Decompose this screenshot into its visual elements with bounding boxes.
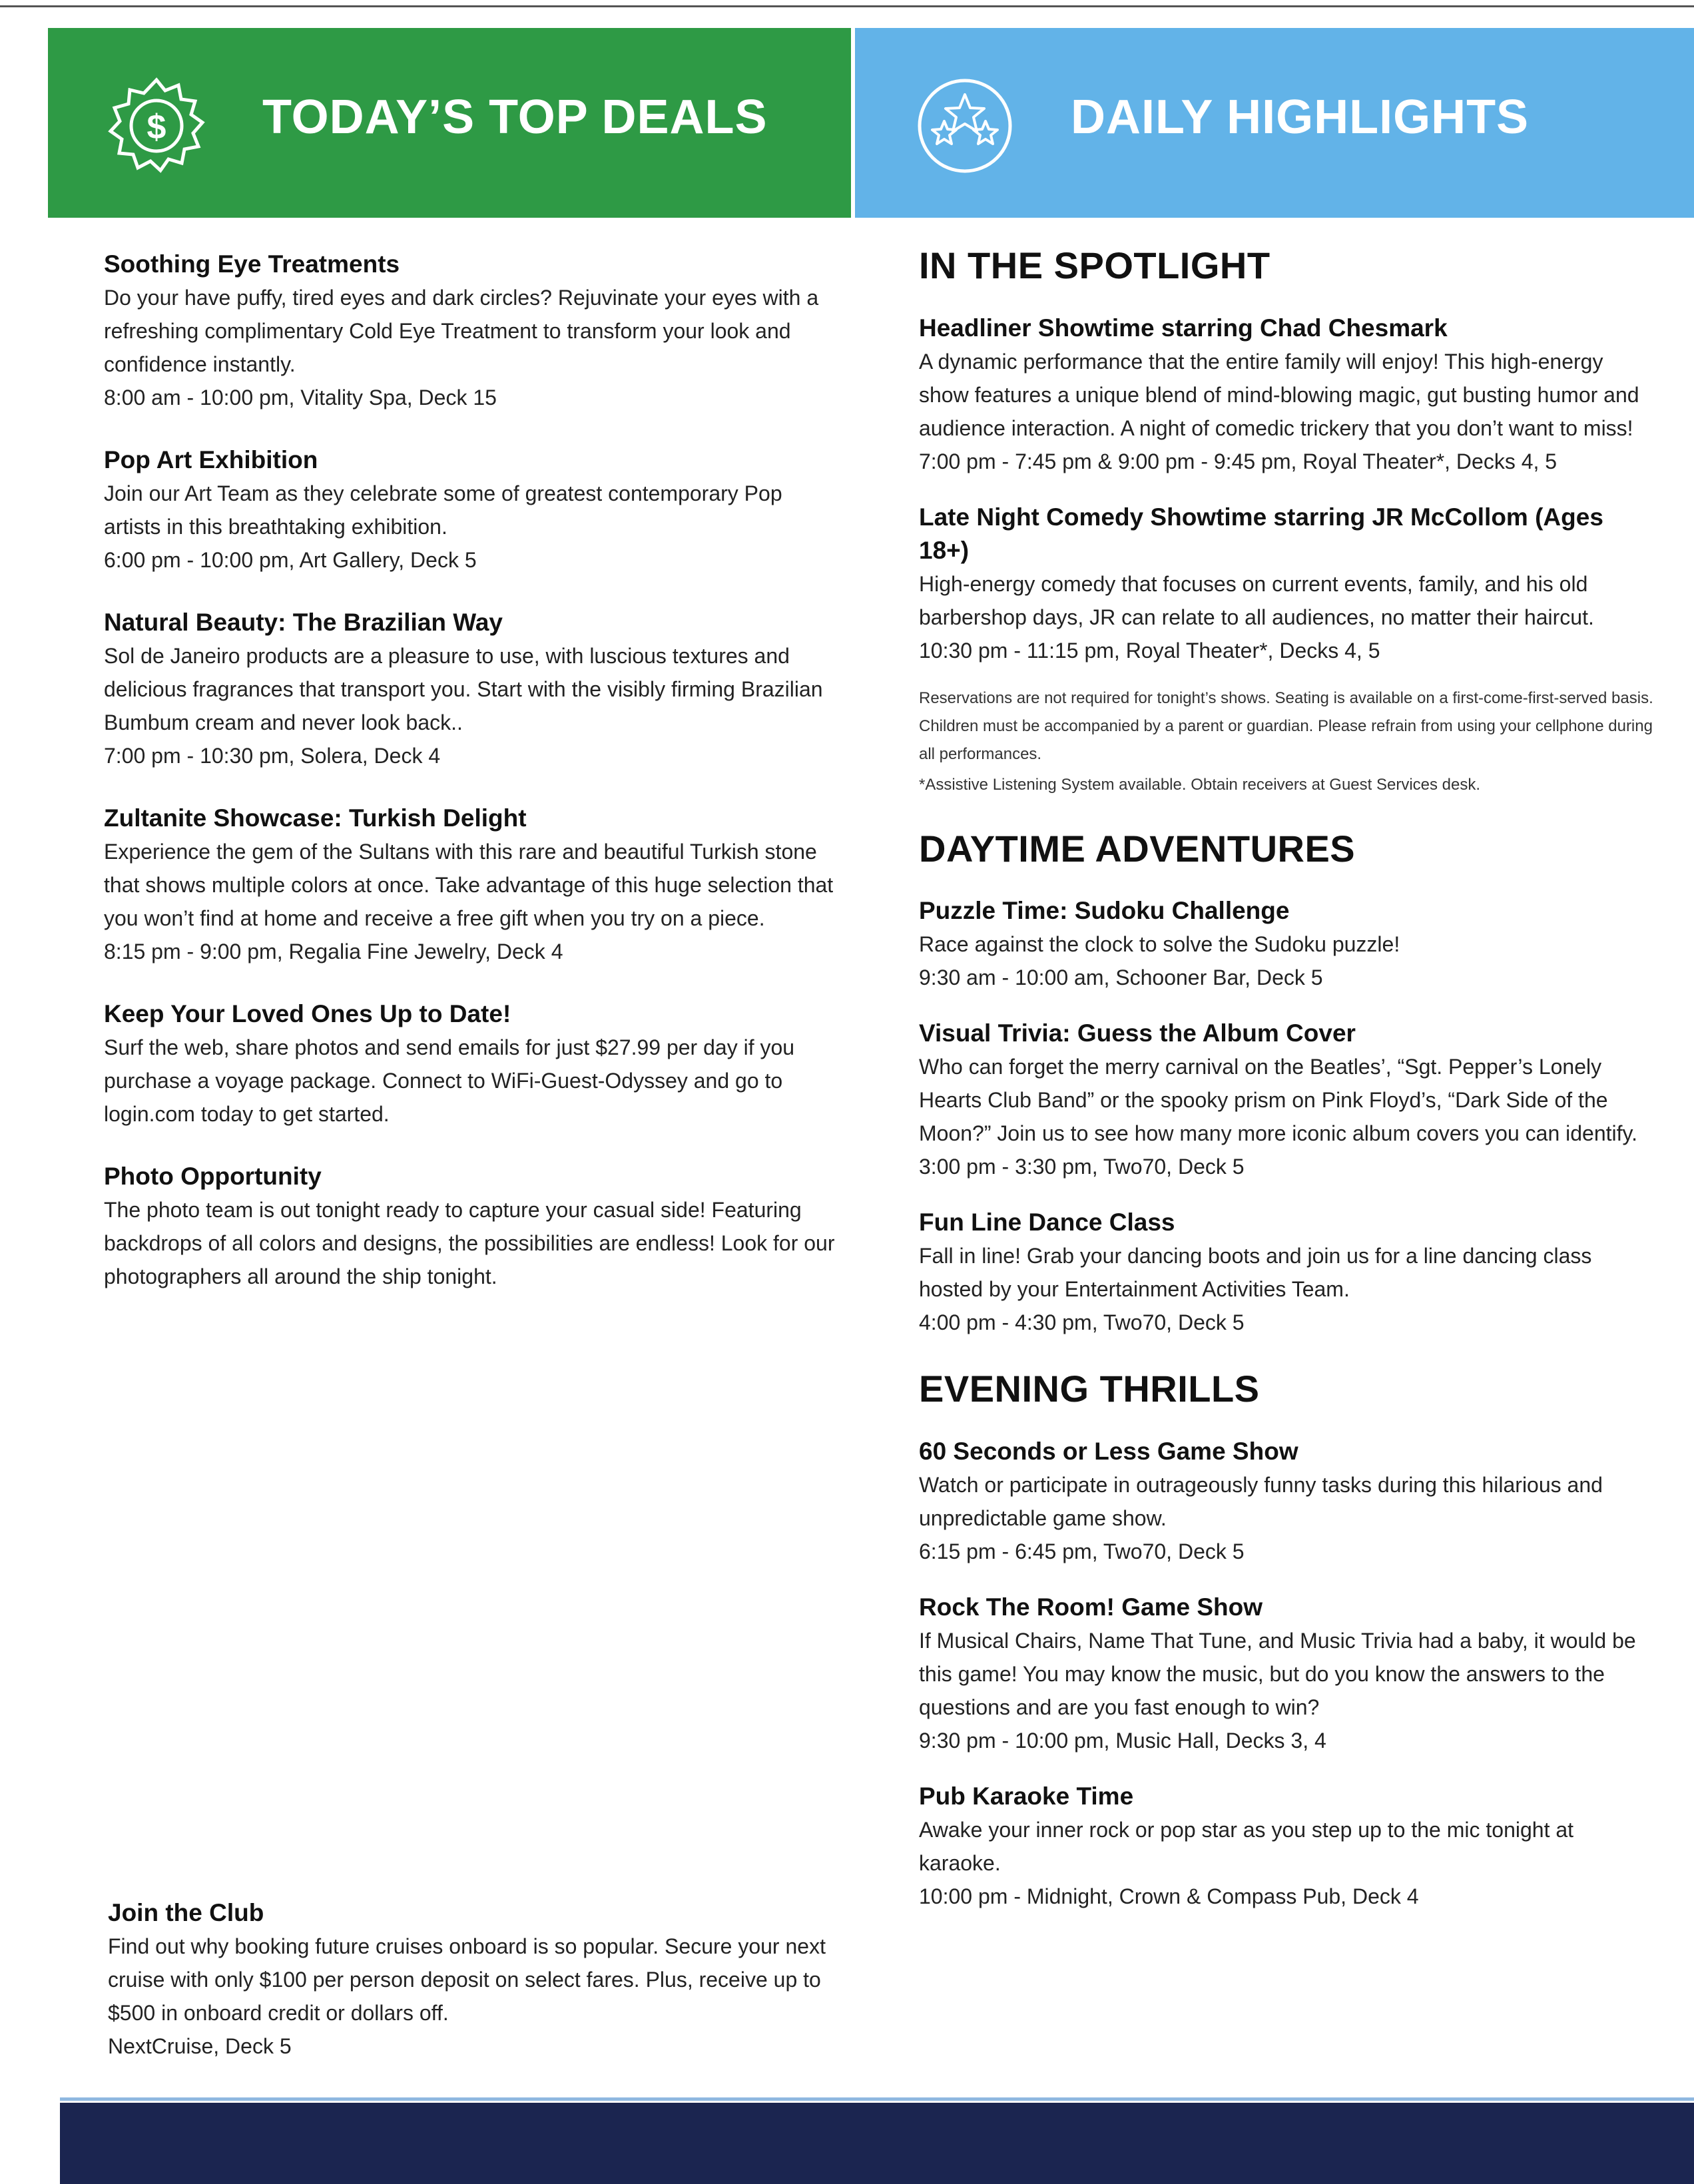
club-title: Join the Club	[108, 1899, 264, 1926]
event-item	[919, 1017, 1658, 1183]
event-item	[919, 501, 1658, 667]
banner-title-highlights: DAILY HIGHLIGHTS	[1071, 91, 1530, 144]
deal-description: Sol de Janeiro products are a pleasure to use, with luscious textures and delicious fragrances that transport you. Start with the visibly firming Brazilian Bumbum cream and never look back..	[104, 644, 823, 734]
event-title: Rock The Room! Game Show	[919, 1593, 1263, 1621]
section-heading-spotlight: IN THE SPOTLIGHT	[919, 244, 1270, 286]
deal-item	[108, 1896, 840, 2063]
event-description: Watch or participate in outrageously funny tasks during this hilarious and unpredictable game show.	[919, 1472, 1603, 1530]
club-location: NextCruise, Deck 5	[108, 2034, 292, 2058]
footer-band	[60, 2103, 1694, 2184]
deal-description: The photo team is out tonight ready to capture your casual side! Featuring backdrops of all colors and designs, the possibilities are endless! Look for our photographers all around the ship tonight.	[104, 1198, 835, 1288]
event-description: A dynamic performance that the entire family will enjoy! This high-energy show features a unique blend of mind-blowing magic, gut busting humor and audience interaction. A night of comedic trickery that you don’t want to miss!	[919, 349, 1639, 440]
spotlight-notes	[919, 684, 1658, 799]
event-title: Visual Trivia: Guess the Album Cover	[919, 1019, 1356, 1047]
deal-title: Zultanite Showcase: Turkish Delight	[104, 804, 527, 832]
deals-column	[104, 248, 836, 1322]
section-heading-evening: EVENING THRILLS	[919, 1368, 1260, 1410]
highlights-column	[919, 245, 1658, 1936]
deal-title: Photo Opportunity	[104, 1163, 322, 1190]
deal-item	[104, 443, 836, 577]
svg-text:$: $	[146, 108, 166, 146]
deal-item	[104, 1160, 836, 1293]
deal-description: Experience the gem of the Sultans with this rare and beautiful Turkish stone that shows multiple colors at once. Take advantage of this huge selection that you won’t find at home and receive a free gift when you try on a piece.	[104, 840, 834, 930]
deal-item	[104, 606, 836, 772]
deal-time-location: 7:00 pm - 10:30 pm, Solera, Deck 4	[104, 744, 441, 768]
join-club-block	[108, 1896, 840, 2092]
event-time-location: 10:30 pm - 11:15 pm, Royal Theater*, Decks 4, 5	[919, 638, 1380, 663]
deal-item	[104, 248, 836, 414]
event-item	[919, 894, 1658, 994]
deal-title: Soothing Eye Treatments	[104, 250, 400, 278]
footer-accent-line	[60, 2097, 1694, 2101]
event-description: Race against the clock to solve the Sudoku puzzle!	[919, 932, 1400, 957]
club-description: Find out why booking future cruises onboard is so popular. Secure your next cruise with only $100 per person deposit on select fares. Plus, receive up to $500 in onboard credit or dollars off.	[108, 1934, 826, 2025]
deal-title: Keep Your Loved Ones Up to Date!	[104, 1000, 511, 1027]
assistive-listening-note: *Assistive Listening System available. Obtain receivers at Guest Services desk.	[919, 775, 1481, 794]
daily-highlights-banner	[855, 28, 1694, 218]
event-time-location: 10:00 pm - Midnight, Crown & Compass Pub, Deck 4	[919, 1884, 1419, 1908]
event-item	[919, 1435, 1658, 1568]
banner-title-deals: TODAY’S TOP DEALS	[262, 91, 768, 144]
event-item	[919, 1206, 1658, 1339]
event-time-location: 4:00 pm - 4:30 pm, Two70, Deck 5	[919, 1310, 1245, 1335]
deal-description: Do your have puffy, tired eyes and dark circles? Rejuvinate your eyes with a refreshing complimentary Cold Eye Treatment to transform your look and confidence instantly.	[104, 286, 819, 376]
event-time-location: 9:30 pm - 10:00 pm, Music Hall, Decks 3, 4	[919, 1728, 1326, 1753]
event-time-location: 9:30 am - 10:00 am, Schooner Bar, Deck 5	[919, 965, 1323, 990]
deal-time-location: 6:00 pm - 10:00 pm, Art Gallery, Deck 5	[104, 548, 477, 572]
deal-item	[104, 802, 836, 968]
event-item	[919, 312, 1658, 478]
deal-title: Pop Art Exhibition	[104, 446, 318, 473]
deal-time-location: 8:00 am - 10:00 pm, Vitality Spa, Deck 15	[104, 386, 497, 410]
event-description: If Musical Chairs, Name That Tune, and Music Trivia had a baby, it would be this game! You may know the music, but do you know the answers to the questions and are you fast enough to win?	[919, 1628, 1636, 1719]
deal-item	[104, 997, 836, 1131]
event-item	[919, 1780, 1658, 1913]
top-rule	[0, 5, 1694, 7]
deal-description: Surf the web, share photos and send emails for just $27.99 per day if you purchase a voyage package. Connect to WiFi-Guest-Odyssey and go to login.com today to get started.	[104, 1035, 795, 1126]
event-title: 60 Seconds or Less Game Show	[919, 1437, 1298, 1465]
event-title: Headliner Showtime starring Chad Chesmark	[919, 314, 1448, 342]
event-time-location: 6:15 pm - 6:45 pm, Two70, Deck 5	[919, 1539, 1245, 1563]
dollar-badge-icon	[107, 76, 206, 176]
reservation-note: Reservations are not required for tonight’s shows. Seating is available on a first-come-first-served basis. Children must be accompanied by a parent or guardian. Please refrain from using your cellphone during all performances.	[919, 688, 1653, 763]
top-deals-banner	[48, 28, 851, 218]
event-description: Who can forget the merry carnival on the Beatles’, “Sgt. Pepper’s Lonely Hearts Club Band” or the spooky prism on Pink Floyd’s, “Dark Side of the Moon?” Join us to see how many more iconic album covers you can identify.	[919, 1055, 1638, 1146]
event-description: High-energy comedy that focuses on current events, family, and his old barbershop days, JR can relate to all audiences, no matter their haircut.	[919, 571, 1594, 629]
event-item	[919, 1591, 1658, 1757]
event-title: Late Night Comedy Showtime starring JR McCollom (Ages 18+)	[919, 503, 1603, 564]
deal-title: Natural Beauty: The Brazilian Way	[104, 609, 503, 636]
event-description: Awake your inner rock or pop star as you step up to the mic tonight at karaoke.	[919, 1817, 1574, 1875]
deal-time-location: 8:15 pm - 9:00 pm, Regalia Fine Jewelry, Deck 4	[104, 940, 563, 963]
event-title: Puzzle Time: Sudoku Challenge	[919, 897, 1290, 925]
event-title: Fun Line Dance Class	[919, 1209, 1175, 1236]
event-title: Pub Karaoke Time	[919, 1782, 1134, 1810]
deal-description: Join our Art Team as they celebrate some of greatest contemporary Pop artists in this breathtaking exhibition.	[104, 481, 782, 539]
section-heading-daytime: DAYTIME ADVENTURES	[919, 827, 1356, 870]
stars-icon	[915, 76, 1015, 176]
event-time-location: 3:00 pm - 3:30 pm, Two70, Deck 5	[919, 1155, 1245, 1179]
event-time-location: 7:00 pm - 7:45 pm & 9:00 pm - 9:45 pm, Royal Theater*, Decks 4, 5	[919, 449, 1557, 473]
event-description: Fall in line! Grab your dancing boots and join us for a line dancing class hosted by your Entertainment Activities Team.	[919, 1244, 1592, 1302]
